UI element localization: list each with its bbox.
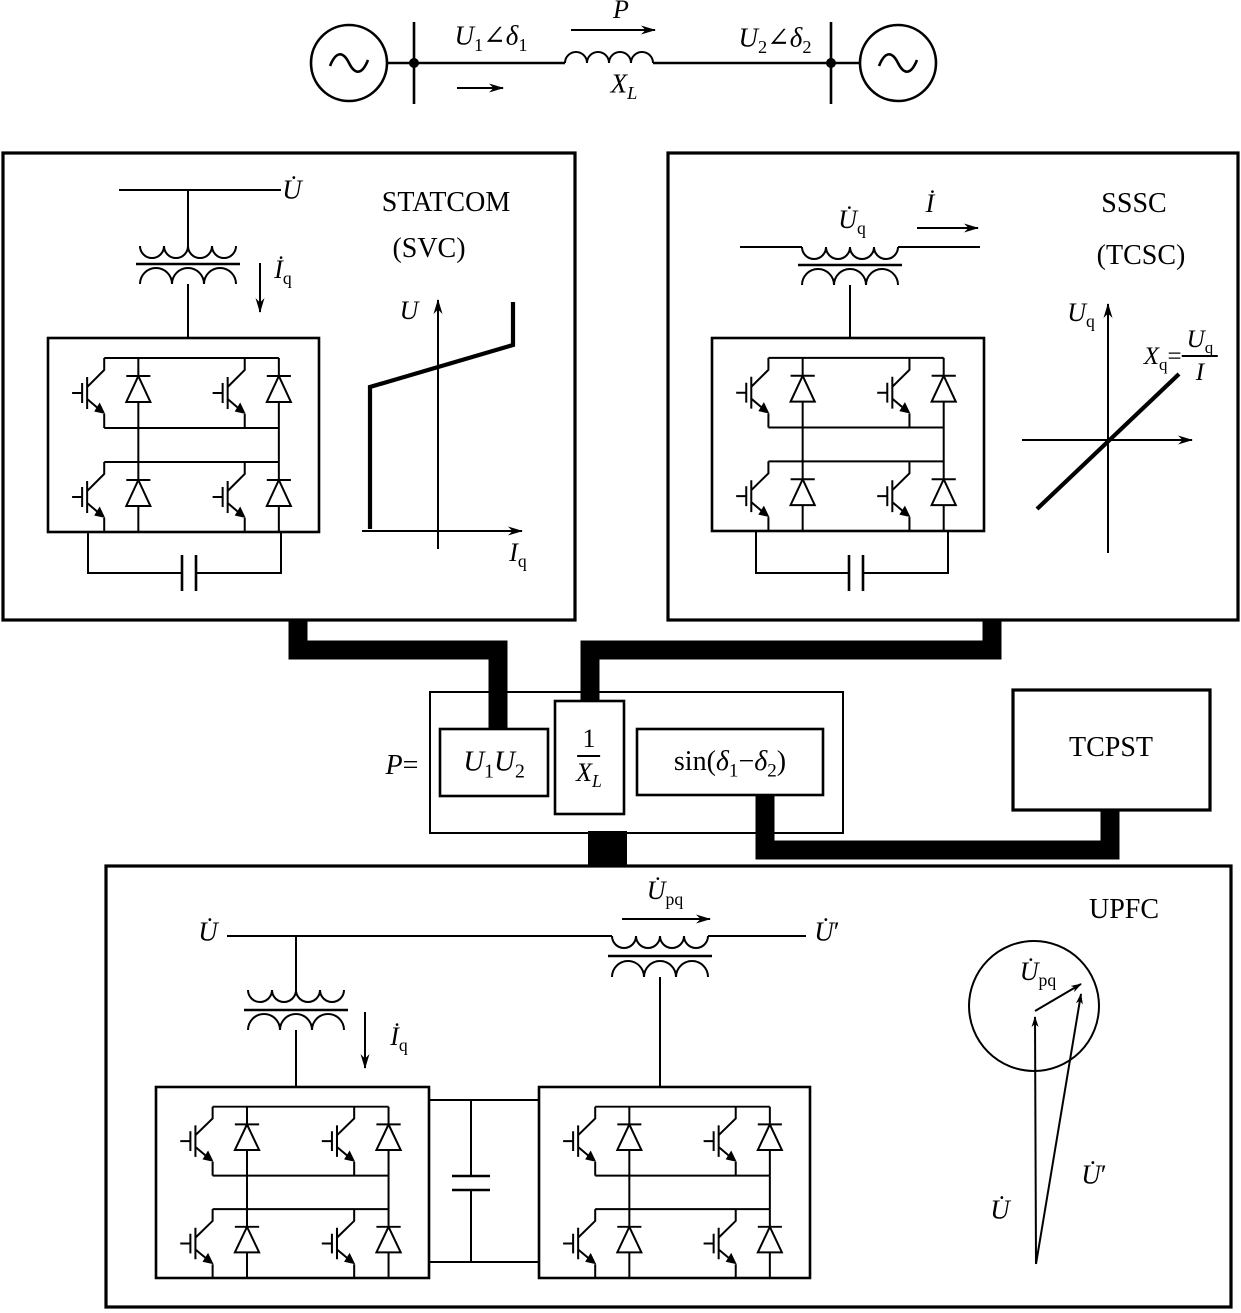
xl-fraction — [576, 724, 602, 792]
xl-line-label: $X_L$ — [610, 68, 638, 103]
generator-right-icon — [860, 25, 936, 101]
sssc-graph-uq-label: $U_q$ — [1067, 298, 1095, 332]
statcom-bus-voltage-label: U̇ — [282, 174, 302, 205]
statcom-title: STATCOM — [381, 187, 511, 218]
upfc-phasor-diagram — [969, 941, 1099, 1264]
upfc-series-converter-icon — [539, 1087, 810, 1278]
statcom-subtitle: (SVC) — [392, 233, 466, 264]
sssc-to-xl-connector — [590, 619, 992, 701]
upfc-block — [106, 866, 1231, 1307]
statcom-converter-icon — [48, 338, 319, 532]
sssc-uq-label: $U̇_q$ — [838, 205, 866, 239]
xq-formula-fraction: $\frac{U_q}{I}$ — [1182, 327, 1219, 385]
shunt-transformer-icon — [244, 936, 348, 1087]
xl-fraction-fraction: $\frac{1}{X_L}$ — [576, 724, 602, 792]
sssc-box — [668, 153, 1238, 620]
tcpst-title: TCPST — [1068, 732, 1154, 763]
u1u2-label: $U_1U_2$ — [463, 745, 525, 783]
phasor-uprime-label: U̇′ — [1081, 1159, 1107, 1190]
generator-left-icon — [311, 25, 387, 101]
statcom-graph-iq-label: $I_q$ — [509, 538, 527, 572]
p-equals-label: P= — [385, 750, 419, 781]
sin-to-tcpst-connector — [765, 794, 1110, 850]
sssc-title: SSSC — [1101, 188, 1167, 219]
xq-formula — [1144, 327, 1218, 385]
formula-to-upfc-connector — [588, 831, 627, 867]
xq-formula-prefix: $X_q=$ — [1143, 342, 1182, 374]
u2-label: $U_2\angle\delta_2$ — [738, 22, 812, 57]
p-line-label: P — [613, 0, 629, 24]
upfc-title: UPFC — [1088, 894, 1160, 925]
upfc-upq-label: $U̇_{pq}$ — [646, 876, 684, 910]
upfc-iq-label: $İ_q$ — [390, 1022, 408, 1056]
sin-label: $\sin(\delta_1-\delta_2)$ — [673, 746, 787, 782]
phasor-upq-label: $U̇_{pq}$ — [1019, 957, 1057, 991]
statcom-bus-wire — [119, 190, 281, 246]
upfc-uprime-label: U̇′ — [814, 916, 840, 947]
series-transformer-icon — [798, 247, 902, 285]
bus-junction-dot-left — [409, 58, 419, 68]
statcom-block — [3, 153, 575, 620]
sssc-i-label: İ — [925, 189, 935, 218]
line-reactance-icon — [565, 52, 653, 63]
sssc-converter-icon — [712, 338, 984, 531]
statcom-vi-characteristic — [362, 296, 522, 549]
vi-curve — [370, 302, 513, 529]
upfc-u-label: U̇ — [198, 916, 218, 947]
upfc-shunt-converter-icon — [156, 1087, 429, 1278]
dc-capacitor-icon — [756, 531, 948, 591]
phasor-uprime-arrow — [1036, 994, 1081, 1264]
statcom-to-u1u2-connector — [298, 619, 498, 729]
u1-label: $U_1\angle\delta_1$ — [454, 20, 528, 55]
series-transformer-icon — [608, 936, 712, 1087]
shunt-transformer-icon — [136, 246, 240, 284]
sssc-subtitle: (TCSC) — [1096, 240, 1186, 271]
bus-junction-dot-right — [826, 58, 836, 68]
statcom-iq-label: $İ_q$ — [274, 255, 292, 289]
phasor-u-arrow — [1035, 1017, 1036, 1264]
dc-capacitor-icon — [88, 532, 281, 591]
coupling-connectors — [298, 619, 1110, 867]
dc-link-capacitor-icon — [429, 1100, 539, 1262]
phasor-u-label: U̇ — [990, 1194, 1010, 1225]
sssc-block — [668, 153, 1238, 620]
statcom-graph-u-label: U — [399, 296, 419, 325]
